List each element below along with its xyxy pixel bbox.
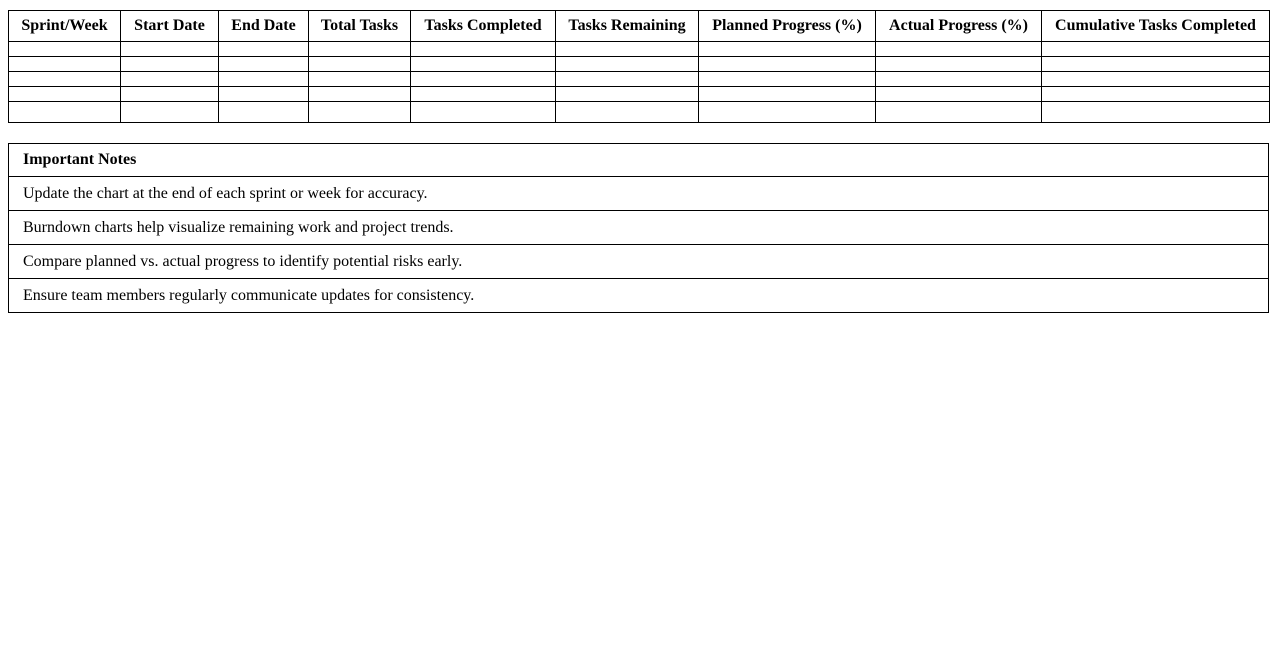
empty-cell (876, 87, 1042, 102)
empty-cell (411, 42, 556, 57)
empty-cell (309, 57, 411, 72)
empty-cell (1042, 87, 1270, 102)
empty-cell (309, 42, 411, 57)
empty-cell (876, 72, 1042, 87)
notes-title: Important Notes (9, 144, 1269, 177)
note-item: Ensure team members regularly communicate updates for consistency. (9, 279, 1269, 313)
empty-cell (121, 42, 219, 57)
empty-cell (219, 57, 309, 72)
empty-cell (219, 72, 309, 87)
empty-cell (556, 57, 699, 72)
note-item: Burndown charts help visualize remaining work and project trends. (9, 211, 1269, 245)
note-row (9, 245, 1269, 279)
empty-cell (699, 102, 876, 123)
col-header-total-tasks: Total Tasks (309, 11, 411, 42)
empty-cell (556, 72, 699, 87)
col-header-end-date: End Date (219, 11, 309, 42)
empty-cell (556, 87, 699, 102)
empty-cell (1042, 102, 1270, 123)
empty-cell (121, 87, 219, 102)
empty-cell (876, 57, 1042, 72)
empty-cell (411, 72, 556, 87)
empty-cell (411, 57, 556, 72)
empty-cell (309, 72, 411, 87)
note-item: Compare planned vs. actual progress to identify potential risks early. (9, 245, 1269, 279)
col-header-planned-progress: Planned Progress (%) (699, 11, 876, 42)
table-row (9, 42, 1270, 57)
table-header-row (9, 11, 1270, 42)
empty-cell (9, 87, 121, 102)
empty-cell (876, 102, 1042, 123)
table-row (9, 87, 1270, 102)
table-row (9, 72, 1270, 87)
empty-cell (9, 72, 121, 87)
document-page (0, 0, 1278, 313)
col-header-start-date: Start Date (121, 11, 219, 42)
empty-cell (1042, 72, 1270, 87)
empty-cell (699, 87, 876, 102)
note-row (9, 177, 1269, 211)
empty-cell (9, 57, 121, 72)
empty-cell (1042, 57, 1270, 72)
note-row (9, 211, 1269, 245)
empty-rows-body (9, 42, 1270, 123)
notes-title-row (9, 144, 1269, 177)
empty-cell (699, 42, 876, 57)
empty-cell (9, 42, 121, 57)
col-header-actual-progress: Actual Progress (%) (876, 11, 1042, 42)
empty-cell (556, 102, 699, 123)
empty-cell (219, 102, 309, 123)
table-row (9, 102, 1270, 123)
col-header-sprint-week: Sprint/Week (9, 11, 121, 42)
empty-cell (876, 42, 1042, 57)
empty-cell (411, 102, 556, 123)
empty-cell (309, 87, 411, 102)
empty-cell (699, 72, 876, 87)
table-row (9, 57, 1270, 72)
empty-cell (219, 42, 309, 57)
empty-cell (121, 57, 219, 72)
empty-cell (121, 102, 219, 123)
empty-cell (309, 102, 411, 123)
empty-cell (219, 87, 309, 102)
table-spacer (8, 123, 1269, 143)
note-item: Update the chart at the end of each sprint or week for accuracy. (9, 177, 1269, 211)
empty-cell (121, 72, 219, 87)
empty-cell (556, 42, 699, 57)
col-header-tasks-remaining: Tasks Remaining (556, 11, 699, 42)
burndown-template-table (8, 10, 1270, 123)
empty-cell (699, 57, 876, 72)
empty-cell (411, 87, 556, 102)
col-header-cumulative-tasks-completed: Cumulative Tasks Completed (1042, 11, 1270, 42)
important-notes-table (8, 143, 1269, 313)
note-row (9, 279, 1269, 313)
col-header-tasks-completed: Tasks Completed (411, 11, 556, 42)
empty-cell (9, 102, 121, 123)
empty-cell (1042, 42, 1270, 57)
